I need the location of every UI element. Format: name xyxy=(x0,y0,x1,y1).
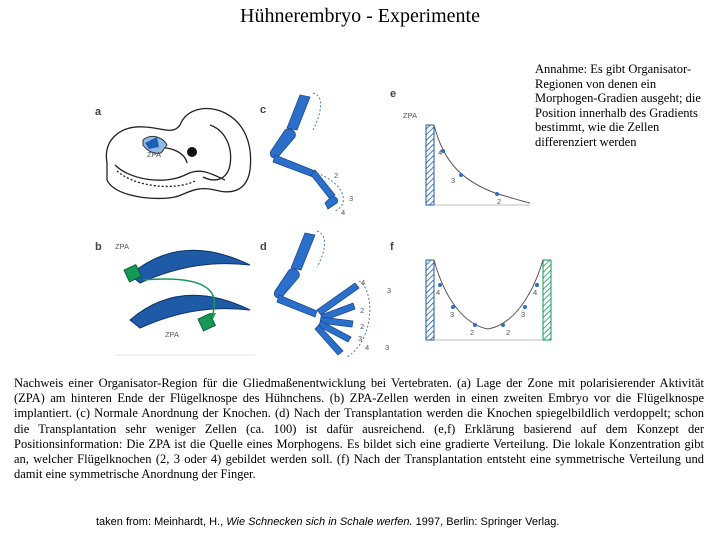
panel-label-c: c xyxy=(260,104,267,116)
panel-label-f: f xyxy=(390,241,394,253)
digit-label-d-4-top: 4 xyxy=(361,278,366,287)
digit-label-f-3-right: 3 xyxy=(521,310,526,319)
gradient-point-f-2-left xyxy=(473,323,477,327)
page-title: Hühnerembryo - Experimente xyxy=(240,5,480,27)
zpa-label-e: ZPA xyxy=(403,111,418,120)
panel-label-a: a xyxy=(95,106,102,118)
digit-label-d-3-bottom: 3 xyxy=(358,334,363,343)
zpa-label-b-bottom: ZPA xyxy=(165,330,180,339)
figure-caption: Nachweis einer Organisator-Region für die Gliedmaßenentwicklung bei Vertebraten. (a) Lage der Zone mit polarisierender Aktivität (ZPA) am hinteren Ende der Flügelknospe des Hühnchens. (b) ZPA-Zellen werden in einen zweiten Embryo vor die Flügelknospe implantiert. (c) Normale Anordnung der Knochen. (d) Nach der Transplantation werden die Knochen spiegelbildlich verdoppelt; schon die Transplantation sehr weniger Zellen (ca. 100) ist dafür ausreichend. (e,f) Erklärung basierend auf dem Konzept der Positionsinformation: Die ZPA ist die Quelle eines Morphogens. Es bildet sich eine gradierte Verteilung. Die lokale Konzentration gibt an, welcher Flügelknochen (2, 3 oder 4) gebildet werden soll. (f) Nach der Transplantation entsteht eine symmetrische Verteilung und damit eine symmetrische Anordnung der Finger. xyxy=(14,376,704,482)
digit-label-d-4-bottom: 4 xyxy=(365,343,370,352)
gradient-point-f-4-right xyxy=(535,283,539,287)
embryo-drawing xyxy=(106,109,250,199)
digit-label-d-2-bottom: 2 xyxy=(360,322,365,331)
experiment-figure xyxy=(85,85,575,365)
panel-label-e: e xyxy=(390,88,397,100)
digit-label-d-3-far: 3 xyxy=(385,343,390,352)
source-citation xyxy=(96,515,656,529)
digit-label-f-4-left: 4 xyxy=(436,288,441,297)
gradient-point-f-3-left xyxy=(451,305,455,309)
zpa-label-a: ZPA xyxy=(147,150,162,159)
figure-svg xyxy=(85,85,575,365)
zpa-label-b-top: ZPA xyxy=(115,242,130,251)
panel-label-d: d xyxy=(260,241,267,253)
wing-bud-host xyxy=(130,295,250,328)
digit-label-f-3-left: 3 xyxy=(450,310,455,319)
digit-label-e-2: 2 xyxy=(497,197,502,206)
digit-label-f-2-right: 2 xyxy=(506,328,511,337)
assumption-text: Annahme: Es gibt Organisator-Regionen von denen ein Morphogen-Gradien ausgeht; die Position innerhalb des Gradients bestimmt, wie die Zellen differenziert werden xyxy=(535,62,701,149)
zpa-source-f-left xyxy=(426,260,434,340)
digit-label-c-3: 3 xyxy=(349,194,354,203)
wing-bud-donor xyxy=(130,250,250,283)
source-suffix: 1997, Berlin: Springer Verlag. xyxy=(412,516,560,528)
digit-label-e-3: 3 xyxy=(451,176,456,185)
digit-label-d-2-top: 2 xyxy=(360,306,365,315)
digit-label-f-2-left: 2 xyxy=(470,328,475,337)
gradient-point-e-2 xyxy=(495,192,499,196)
digit-label-d-3-top: 3 xyxy=(387,286,392,295)
duplicated-wing-bones xyxy=(274,233,359,355)
gradient-point-f-3-right xyxy=(523,305,527,309)
gradient-point-f-2-right xyxy=(501,323,505,327)
gradient-point-f-4-left xyxy=(438,283,442,287)
zpa-source-f-right xyxy=(543,260,551,340)
embryo-eye xyxy=(187,147,197,157)
gradient-point-e-3 xyxy=(459,173,463,177)
digit-label-e-4: 4 xyxy=(438,148,443,157)
digit-label-c-2: 2 xyxy=(334,171,339,180)
panel-label-b: b xyxy=(95,241,102,253)
source-book-title: Wie Schnecken sich in Schale werfen. xyxy=(226,516,413,528)
zpa-source-e xyxy=(426,125,434,205)
digit-label-f-4-right: 4 xyxy=(533,288,538,297)
source-prefix: taken from: Meinhardt, H., xyxy=(96,516,227,528)
normal-wing-bones xyxy=(270,95,337,209)
gradient-curve-e xyxy=(434,125,530,203)
digit-label-c-4: 4 xyxy=(341,208,346,217)
